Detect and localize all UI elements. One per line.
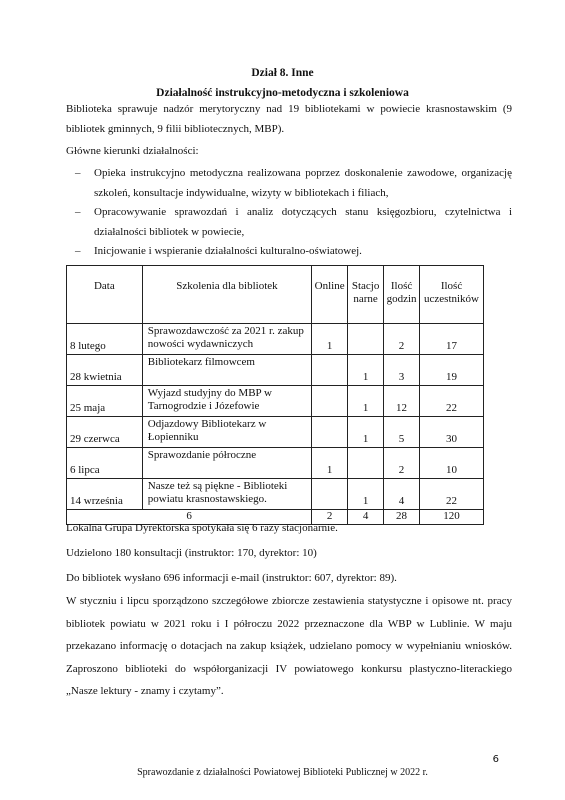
- header-hours: [384, 266, 420, 324]
- bullet-text: Opieka instrukcyjno metodyczna realizowana poprzez doskonalenie zawodowe, organizację szkoleń, konsultacje indywidualne, wizyty w bibliotekach i filiach,: [94, 167, 512, 199]
- directions-label: Główne kierunki działalności:: [66, 145, 199, 157]
- total-topics: 6: [67, 510, 312, 525]
- cell-stationary: [348, 324, 384, 355]
- cell-hours: 5: [384, 417, 420, 448]
- cell-date: 25 maja: [67, 386, 143, 417]
- table-row: [67, 417, 484, 448]
- cell-topic: Sprawozdawczość za 2021 r. zakup nowości wydawniczych: [142, 324, 311, 355]
- cell-hours: 4: [384, 479, 420, 510]
- closing-paragraph: W styczniu i lipcu sporządzono szczegółowe zbiorcze zestawienia statystyczne i opisowe nt. pracy bibliotek powiatu w 2021 roku i I półroczu 2022 przeznaczone dla WBP w Lublinie. W maju przekazano informację o dotacjach na zakup książek, udzielano pomocy w wypełnianiu wniosków. Zaproszono biblioteki do współorganizacji IV powiatowego konkursu plastyczno-literackiego „Nasze lektury - znamy i czytamy”.: [66, 595, 512, 697]
- header-hours-line2: godzin: [386, 293, 417, 305]
- intro-paragraph: Biblioteka sprawuje nadzór merytoryczny nad 19 bibliotekami w powiecie krasnostawskim (9 bibliotek gminnych, 9 filii bibliotecznych, MBP).: [66, 103, 512, 135]
- table-header-row: [67, 266, 484, 324]
- cell-stationary: 1: [348, 355, 384, 386]
- header-date: Data: [67, 266, 143, 324]
- bullet-text: Inicjowanie i wspieranie działalności kulturalno-oświatowej.: [94, 245, 362, 257]
- cell-participants: 10: [420, 448, 484, 479]
- bullet-item: [66, 203, 512, 242]
- cell-date: 29 czerwca: [67, 417, 143, 448]
- cell-online: [312, 417, 348, 448]
- note-line: Lokalna Grupa Dyrektorska spotykała się 6 razy stacjonarnie.: [66, 522, 338, 534]
- cell-stationary: 1: [348, 479, 384, 510]
- cell-participants: 19: [420, 355, 484, 386]
- cell-date: 8 lutego: [67, 324, 143, 355]
- table-row: [67, 386, 484, 417]
- cell-date: 6 lipca: [67, 448, 143, 479]
- cell-hours: 2: [384, 448, 420, 479]
- trainings-table: [66, 265, 484, 525]
- section-title: Dział 8. Inne: [251, 67, 314, 79]
- cell-topic: Odjazdowy Bibliotekarz w Łopienniku: [142, 417, 311, 448]
- cell-date: 14 września: [67, 479, 143, 510]
- note-line: Udzielono 180 konsultacji (instruktor: 170, dyrektor: 10): [66, 547, 317, 559]
- table-row: [67, 355, 484, 386]
- header-stationary-line1: Stacjo: [351, 280, 380, 292]
- cell-participants: 22: [420, 479, 484, 510]
- cell-online: [312, 355, 348, 386]
- cell-topic: Sprawozdanie półroczne: [142, 448, 311, 479]
- total-hours: 28: [384, 510, 420, 525]
- total-online: 2: [312, 510, 348, 525]
- total-stationary: 4: [348, 510, 384, 525]
- cell-hours: 12: [384, 386, 420, 417]
- header-hours-line1: Ilość: [390, 280, 413, 292]
- cell-hours: 3: [384, 355, 420, 386]
- cell-topic: Bibliotekarz filmowcem: [142, 355, 311, 386]
- header-stationary-line2: narne: [353, 293, 378, 305]
- cell-topic: Wyjazd studyjny do MBP w Tarnogrodzie i Józefowie: [142, 386, 311, 417]
- cell-stationary: 1: [348, 386, 384, 417]
- cell-online: 1: [312, 324, 348, 355]
- bullet-item: [66, 242, 512, 262]
- cell-stationary: 1: [348, 417, 384, 448]
- bullet-dash-icon: –: [75, 245, 81, 257]
- header-stationary: [348, 266, 384, 324]
- table-row: [67, 324, 484, 355]
- section-subtitle: Działalność instrukcyjno-metodyczna i szkoleniowa: [156, 87, 409, 99]
- note-line: Do bibliotek wysłano 696 informacji e-mail (instruktor: 607, dyrektor: 89).: [66, 572, 397, 584]
- page-footer: Sprawozdanie z działalności Powiatowej Biblioteki Publicznej w 2022 r.: [137, 767, 428, 778]
- cell-topic: Nasze też są piękne - Biblioteki powiatu krasnostawskiego.: [142, 479, 311, 510]
- header-participants-line1: Ilość: [440, 280, 463, 292]
- header-topic: Szkolenia dla bibliotek: [142, 266, 311, 324]
- cell-online: [312, 386, 348, 417]
- header-online: Online: [312, 266, 348, 324]
- cell-participants: 17: [420, 324, 484, 355]
- bullet-text: Opracowywanie sprawozdań i analiz dotyczących stanu księgozbioru, czytelnictwa i działalności bibliotek w powiecie,: [94, 206, 512, 238]
- page-number: 6: [492, 754, 499, 765]
- header-participants-line2: uczestników: [424, 293, 479, 305]
- cell-online: 1: [312, 448, 348, 479]
- header-participants: [420, 266, 484, 324]
- bullet-dash-icon: –: [75, 167, 81, 179]
- cell-participants: 30: [420, 417, 484, 448]
- table-row: [67, 479, 484, 510]
- cell-participants: 22: [420, 386, 484, 417]
- cell-stationary: [348, 448, 384, 479]
- total-participants: 120: [420, 510, 484, 525]
- cell-online: [312, 479, 348, 510]
- bullet-item: [66, 164, 512, 203]
- cell-date: 28 kwietnia: [67, 355, 143, 386]
- bullet-dash-icon: –: [75, 206, 81, 218]
- table-row: [67, 448, 484, 479]
- cell-hours: 2: [384, 324, 420, 355]
